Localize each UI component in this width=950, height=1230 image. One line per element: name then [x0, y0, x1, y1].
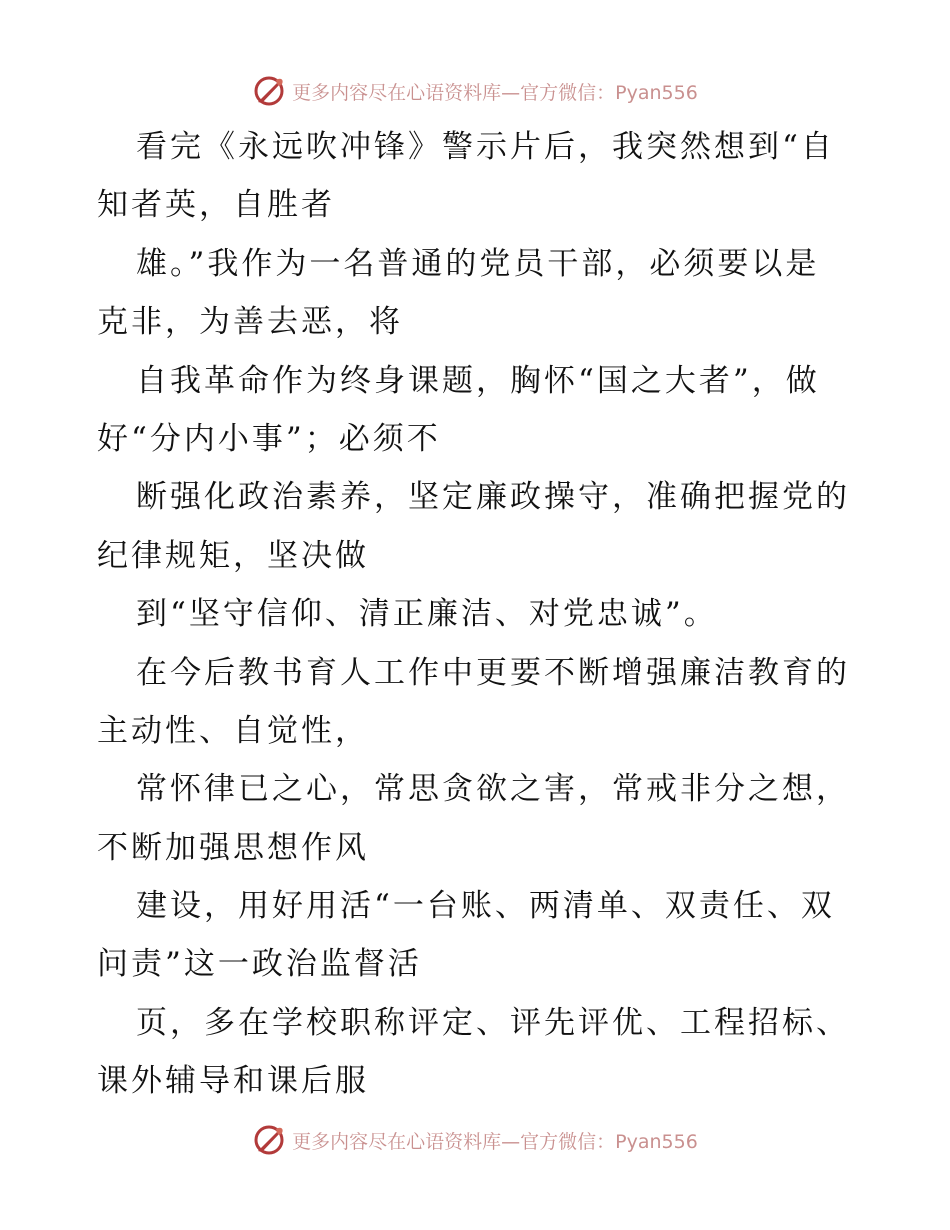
watermark-text: 更多内容尽在心语资料库—官方微信：Pyan556: [292, 1130, 698, 1153]
text-line: 页，多在学校职称评定、评先评优、工程招标、: [136, 1004, 850, 1041]
footer-watermark: [0, 1120, 950, 1160]
text-line: 不断加强思想作风: [97, 829, 369, 866]
text-line: 课外辅导和课后服: [97, 1063, 369, 1100]
text-line: 知者英，自胜者: [97, 187, 335, 224]
header-watermark: [0, 71, 950, 111]
text-line: 问责”这一政治监督活: [97, 946, 422, 983]
text-line: 建设，用好用活“一台账、两清单、双责任、双: [136, 888, 835, 925]
quill-circle-icon: [252, 1123, 286, 1157]
text-line: 自我革命作为终身课题，胸怀“国之大者”，做: [136, 362, 820, 399]
text-line: 好“分内小事”；必须不: [97, 420, 441, 457]
text-line: 看完《永远吹冲锋》警示片后，我突然想到“自: [136, 129, 835, 165]
watermark-text: 更多内容尽在心语资料库—官方微信：Pyan556: [292, 81, 698, 104]
text-line: 断强化政治素养，坚定廉政操守，准确把握党的: [136, 479, 850, 516]
text-line: 雄。”我作为一名普通的党员干部，必须要以是: [136, 245, 820, 282]
text-line: 主动性、自觉性，: [97, 712, 369, 749]
text-line: 克非，为善去恶，将: [97, 304, 403, 341]
text-line: 到“坚守信仰、清正廉洁、对党忠诚”。: [136, 596, 718, 633]
text-line: 常怀律已之心，常思贪欲之害，常戒非分之想，: [136, 771, 850, 808]
document-body: [97, 118, 857, 1111]
text-line: 纪律规矩，坚决做: [97, 537, 369, 574]
quill-circle-icon: [252, 74, 286, 108]
text-line: 在今后教书育人工作中更要不断增强廉洁教育的: [136, 654, 850, 691]
